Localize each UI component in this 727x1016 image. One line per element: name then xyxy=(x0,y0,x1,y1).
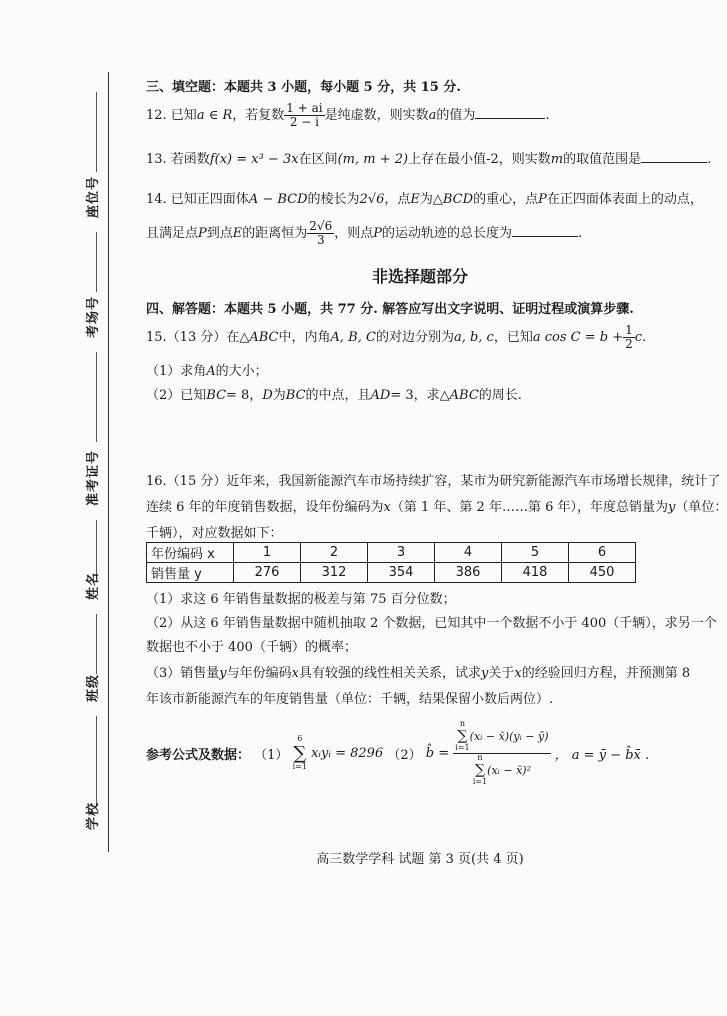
sigma-symbol: ∑ xyxy=(293,742,307,764)
class-label: 班级 xyxy=(86,673,101,702)
table-cell: 3 xyxy=(368,543,435,563)
table-cell: 354 xyxy=(368,563,435,583)
exam-room-line xyxy=(96,232,97,292)
q14-fraction: $\frac{2√6}{3}$ xyxy=(309,219,333,248)
sum-1-limits: 6 ∑ i=1 xyxy=(292,733,307,772)
q13-answer-blank[interactable] xyxy=(641,150,707,163)
question-16-part3-line2: 年该市新能源汽车的年度销售量（单位：千辆，结果保留小数后两位）. xyxy=(146,692,554,707)
table-cell: 418 xyxy=(502,563,569,583)
question-14-line2: 且满足点P到点E的距离恒为 $\frac{2√6}{3}$ ，则点P的运动轨迹的总长度为 . xyxy=(146,219,583,248)
question-16-part1: （1）求这 6 年销售量数据的极差与第 75 百分位数； xyxy=(146,592,456,607)
table-header-y: 销售量 y xyxy=(147,563,234,583)
table-cell: 6 xyxy=(569,543,636,563)
question-16-line1: 16.（15 分）近年来，我国新能源汽车市场持续扩容，某市为研究新能源汽车市场增长规律，统计了 xyxy=(146,474,721,489)
table-row xyxy=(147,563,636,583)
exam-room-label: 考场号 xyxy=(86,295,101,338)
table-cell: 2 xyxy=(301,543,368,563)
question-15-part2: （2）已知BC= 8，D为BC的中点，且AD= 3，求△ABC的周长. xyxy=(146,388,522,403)
table-cell: 4 xyxy=(435,543,502,563)
school-label: 学校 xyxy=(86,801,101,830)
question-16-line3: 千辆），对应数据如下： xyxy=(146,526,283,541)
table-cell: 312 xyxy=(301,563,368,583)
question-14-line1: 14. 已知正四面体A − BCD的棱长为2√6，点E为△BCD的重心，点P在正四面体表面上的动点， xyxy=(146,192,703,207)
question-16-part2-line2: 数据也不小于 400（千辆）的概率； xyxy=(146,640,357,655)
table-cell: 1 xyxy=(234,543,301,563)
binding-line xyxy=(108,72,109,852)
question-16-part3-line1: （3）销售量y与年份编码x具有较强的线性相关关系，试求y关于x的经验回归方程，并预测第 8 xyxy=(146,666,691,681)
question-15-part1: （1）求角A的大小； xyxy=(146,364,268,379)
reference-formulas: 参考公式及数据： （1） 6 ∑ i=1 xᵢyᵢ = 8296 （2） b̂ = n ∑ i=1 (xᵢ − x̄)(yᵢ − ȳ) n ∑ i=1 (xᵢ − x̄)² ， a = ȳ − b̂x̄ . xyxy=(146,719,650,787)
reference-label: 参考公式及数据： xyxy=(146,747,251,763)
section4-header: 四、解答题：本题共 5 小题，共 77 分. 解答应写出文字说明、证明过程或演算步骤. xyxy=(146,302,634,317)
sales-data-table xyxy=(146,542,636,583)
sigma-symbol: ∑ xyxy=(457,727,468,744)
page-footer: 高三数学学科 试题 第 3 页(共 4 页) xyxy=(316,852,524,867)
question-16-part2-line1: （2）从这 6 年销售量数据中随机抽取 2 个数据，已知其中一个数据不小于 400（千辆），求另一个 xyxy=(146,616,717,631)
question-16-line2: 连续 6 年的年度销售数据，设年份编码为x（第 1 年、第 2 年……第 6 年），年度总销量为y（单位： xyxy=(146,500,727,515)
name-label: 姓名 xyxy=(86,571,101,600)
table-cell: 450 xyxy=(569,563,636,583)
sigma-symbol: ∑ xyxy=(474,761,485,778)
seat-number-label: 座位号 xyxy=(86,175,101,218)
q12-fraction: $\frac{1 + ai}{2 - i}$ xyxy=(286,101,323,130)
section3-header: 三、填空题：本题共 3 小题，每小题 5 分，共 15 分. xyxy=(146,80,461,95)
part-title: 非选择题部分 xyxy=(371,267,468,286)
candidate-number-label: 准考证号 xyxy=(86,449,101,506)
q15-fraction: $\frac{1}{2}$ xyxy=(625,323,633,352)
table-row xyxy=(147,543,636,563)
table-header-x: 年份编码 x xyxy=(147,543,234,563)
binding-margin xyxy=(0,0,130,1016)
regression-fraction: n ∑ i=1 (xᵢ − x̄)(yᵢ − ȳ) n ∑ i=1 (xᵢ − x̄)² xyxy=(455,719,549,787)
table-cell: 276 xyxy=(234,563,301,583)
q14-answer-blank[interactable] xyxy=(512,224,578,237)
q12-answer-blank[interactable] xyxy=(475,106,545,119)
candidate-number-line xyxy=(96,352,97,442)
school-line xyxy=(96,716,97,806)
seat-number-line xyxy=(96,92,97,172)
table-cell: 5 xyxy=(502,543,569,563)
question-13: 13. 若函数f(x) = x³ − 3x在区间(m, m + 2)上存在最小值-2，则实数m的取值范围是 . xyxy=(146,152,712,167)
question-15: 15.（13 分）在△ABC中，内角A, B, C的对边分别为a, b, c，已知a cos C = b + $\frac{1}{2}$ c. xyxy=(146,323,647,352)
question-12: 12. 已知a ∈ R，若复数 $\frac{1 + ai}{2 - i}$ 是纯虚数，则实数a的值为 . xyxy=(146,101,550,130)
class-line xyxy=(96,614,97,674)
table-cell: 386 xyxy=(435,563,502,583)
